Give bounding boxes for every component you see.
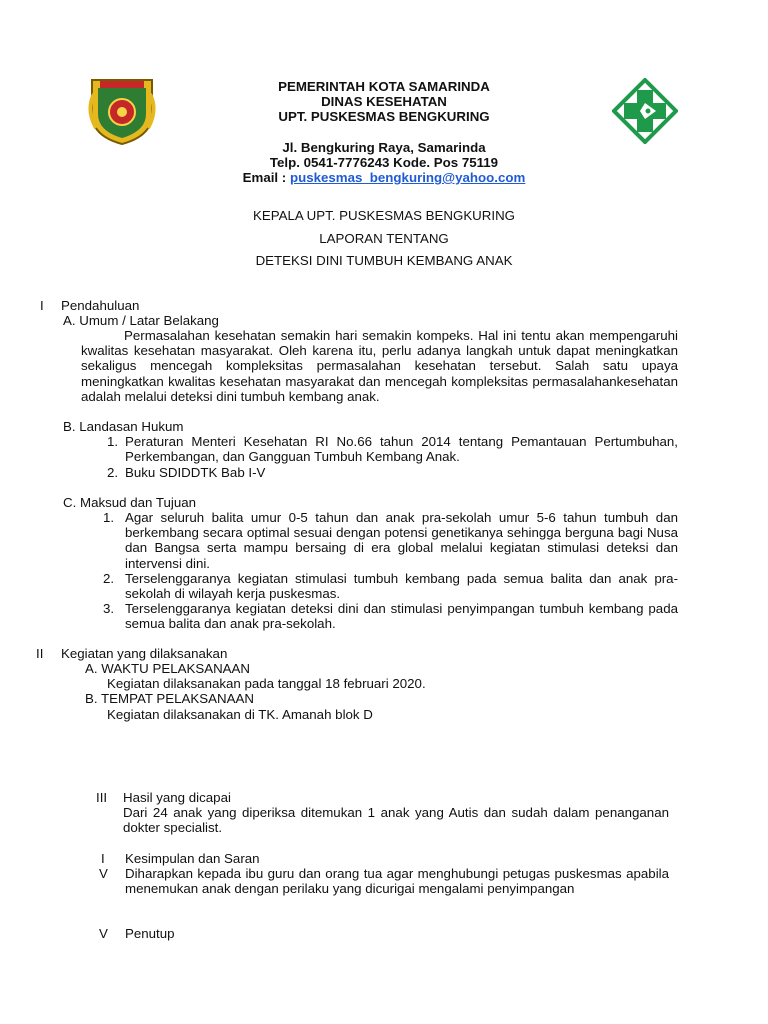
list-item-text: Agar seluruh balita umur 0-5 tahun dan anak pra-sekolah umur 5-6 tahun tumbuh dan berkembang secara optimal sesuai dengan potensi genetikanya sehingga berguna bagi Nusa dan Bangsa serta mampu bersaing di era global melalui kegiatan stimulasi deteksi dan intervensi dini.	[125, 510, 678, 571]
header-line1: PEMERINTAH KOTA SAMARINDA	[278, 79, 490, 94]
puskesmas-logo	[612, 78, 678, 144]
section2-title: Kegiatan yang dilaksanakan	[61, 646, 228, 661]
section1-title: Pendahuluan	[61, 298, 140, 313]
header-line2: DINAS KESEHATAN	[321, 94, 447, 109]
city-emblem-logo	[86, 74, 158, 146]
section2-a-title: A. WAKTU PELAKSANAAN	[85, 661, 251, 676]
section1-a-title: A. Umum / Latar Belakang	[63, 313, 219, 328]
header-phone: Telp. 0541-7776243 Kode. Pos 75119	[269, 155, 499, 170]
list-number: 2.	[107, 465, 119, 480]
title-laporan: LAPORAN TENTANG	[319, 231, 449, 246]
section3-text: Dari 24 anak yang diperiksa ditemukan 1 anak yang Autis dan sudah dalam penanganan dokter specialist.	[123, 805, 669, 836]
header-line3: UPT. PUSKESMAS BENGKURING	[278, 109, 490, 124]
email-link[interactable]: puskesmas_bengkuring@yahoo.com	[289, 170, 526, 185]
title-kepala: KEPALA UPT. PUSKESMAS BENGKURING	[252, 208, 516, 223]
list-item-text: Terselenggaranya kegiatan stimulasi tumbuh kembang pada semua balita dan anak pra-sekolah di wilayah kerja puskesmas.	[125, 571, 678, 602]
section2-a-text: Kegiatan dilaksanakan pada tanggal 18 februari 2020.	[107, 676, 426, 691]
title-deteksi: DETEKSI DINI TUMBUH KEMBANG ANAK	[255, 253, 513, 268]
section1-number: I	[40, 298, 44, 313]
section1-c-title: C. Maksud dan Tujuan	[63, 495, 197, 510]
section4-number-a: I	[101, 851, 105, 866]
section3-number: III	[96, 790, 108, 805]
section4-number-b: V	[99, 866, 108, 881]
header-email-line	[200, 170, 568, 185]
list-number: 2.	[103, 571, 115, 586]
section1-a-paragraph: Permasalahan kesehatan semakin hari semakin kompeks. Hal ini tentu akan mempengaruhi kwalitas kesehatan masyarakat. Oleh karena itu, perlu adanya langkah untuk dapat meningkatkan sekaligus mencegah kompleksitas permasalahan kesehatan tersebut. Salah satu upaya meningkatkan kwalitas kesehatan masyarakat dan mencegah kompleksitas permasalahankesehatan adalah melalui deteksi dini tumbuh kembang anak.	[81, 328, 678, 404]
section4-title: Kesimpulan dan Saran	[125, 851, 260, 866]
header-address: Jl. Bengkuring Raya, Samarinda	[282, 140, 486, 155]
section3-title: Hasil yang dicapai	[123, 790, 231, 805]
list-item-text: Peraturan Menteri Kesehatan RI No.66 tahun 2014 tentang Pemantauan Pertumbuhan, Perkembangan, dan Gangguan Tumbuh Kembang Anak.	[125, 434, 678, 465]
email-label: Email :	[242, 170, 287, 185]
section5-number: V	[99, 926, 108, 941]
list-number: 3.	[103, 601, 115, 616]
section5-title: Penutup	[125, 926, 175, 941]
section1-b-title: B. Landasan Hukum	[63, 419, 184, 434]
section2-b-title: B. TEMPAT PELAKSANAAN	[85, 691, 254, 706]
list-number: 1.	[107, 434, 119, 449]
section4-text: Diharapkan kepada ibu guru dan orang tua agar menghubungi petugas puskesmas apabila menemukan anak dengan perilaku yang dicurigai mengalami penyimpangan	[125, 866, 669, 897]
list-item-text: Terselenggaranya kegiatan deteksi dini dan stimulasi penyimpangan tumbuh kembang pada semua balita dan anak pra-sekolah.	[125, 601, 678, 632]
list-number: 1.	[103, 510, 115, 525]
list-item-text: Buku SDIDDTK Bab I-V	[125, 465, 266, 480]
section2-number: II	[36, 646, 44, 661]
section2-b-text: Kegiatan dilaksanakan di TK. Amanah blok D	[107, 707, 373, 722]
